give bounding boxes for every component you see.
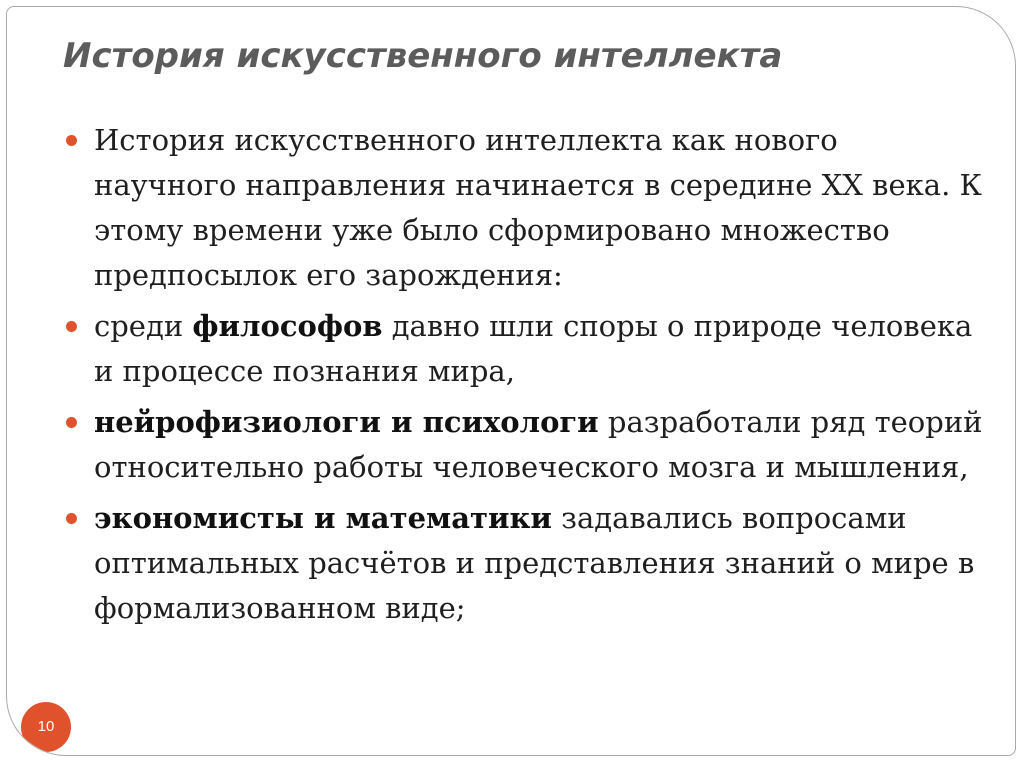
bullet-dot-icon	[66, 135, 77, 146]
bullet-bold-term: экономисты и математики	[94, 501, 552, 535]
bullet-item	[63, 118, 983, 298]
page-number-badge: 10	[21, 702, 71, 752]
bullet-bold-term: философов	[192, 309, 383, 343]
bullet-list	[63, 118, 983, 637]
bullet-text: задавались вопросами оптимальных расчётов и представления знаний о мире в формализованном виде;	[94, 501, 975, 625]
slide	[6, 6, 1016, 756]
bullet-text: давно шли споры о природе человека и процессе познания мира,	[94, 309, 973, 388]
bullet-item	[63, 400, 983, 490]
bullet-text: среди	[94, 309, 193, 343]
bullet-dot-icon	[66, 513, 77, 524]
slide-title: История искусственного интеллекта	[63, 36, 783, 76]
bullet-text: История искусственного интеллекта как нового научного направления начинается в середине XX века. К этому времени уже было сформировано множество предпосылок его зарождения:	[94, 123, 982, 292]
bullet-dot-icon	[66, 321, 77, 332]
bullet-bold-term: нейрофизиологи и психологи	[94, 405, 599, 439]
bullet-dot-icon	[66, 417, 77, 428]
bullet-item	[63, 304, 983, 394]
bullet-text: разработали ряд теорий относительно работы человеческого мозга и мышления,	[94, 405, 983, 484]
bullet-item	[63, 496, 983, 631]
